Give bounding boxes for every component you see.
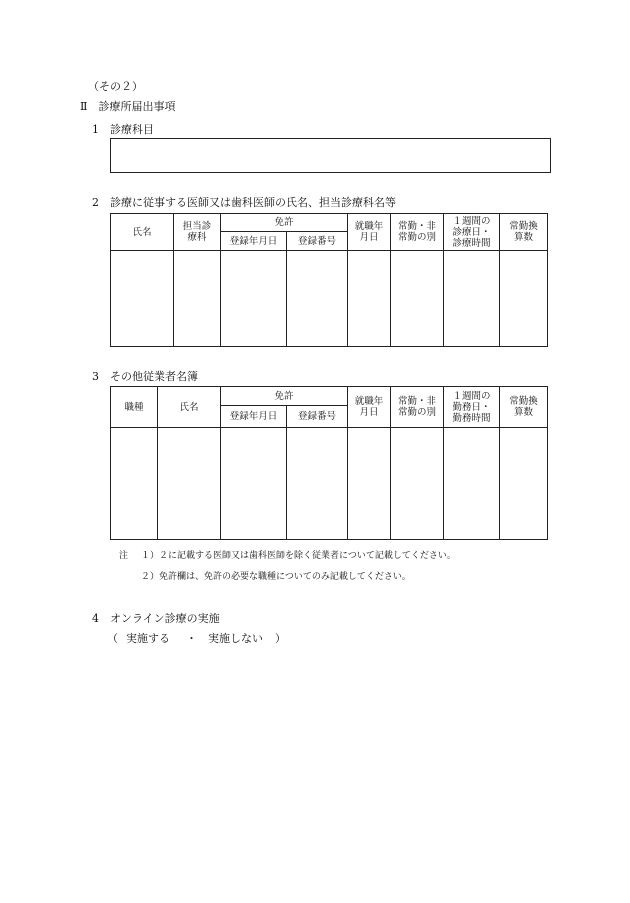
- doctor-table: [110, 213, 548, 347]
- header-name: 氏名: [158, 387, 221, 428]
- staff-table: [110, 386, 548, 540]
- online-option-separator: ・: [186, 632, 197, 645]
- part-label: （その２）: [88, 80, 143, 93]
- item1-title: 1 診療科目: [92, 123, 154, 136]
- note-2: ２）免許欄は、免許の必要な職種についてのみ記載してください。: [141, 572, 411, 582]
- cell-name[interactable]: [158, 428, 221, 540]
- header-reg-number: 登録番号: [287, 406, 348, 428]
- cell-fte[interactable]: [500, 251, 548, 347]
- header-license: 免許: [221, 214, 348, 232]
- cell-name[interactable]: [111, 251, 174, 347]
- cell-start-date[interactable]: [348, 428, 391, 540]
- cell-fulltime[interactable]: [391, 251, 444, 347]
- header-weekly-schedule: １週間の 勤務日・ 勤務時間: [444, 387, 500, 428]
- item3-title: 3 その他従業者名簿: [92, 370, 198, 383]
- header-fulltime: 常勤・非 常勤の別: [391, 214, 444, 251]
- cell-start-date[interactable]: [348, 251, 391, 347]
- online-option-open-paren: （: [107, 632, 118, 645]
- cell-reg-date[interactable]: [221, 428, 287, 540]
- cell-reg-date[interactable]: [221, 251, 287, 347]
- header-department: 担当診 療科: [174, 214, 221, 251]
- header-reg-date: 登録年月日: [221, 406, 287, 428]
- header-fte: 常勤換 算数: [500, 214, 548, 251]
- cell-reg-number[interactable]: [287, 251, 348, 347]
- cell-job[interactable]: [111, 428, 158, 540]
- departments-input-box[interactable]: [110, 138, 551, 173]
- header-job: 職種: [111, 387, 158, 428]
- item4-title: 4 オンライン診療の実施: [92, 612, 220, 625]
- online-option-no[interactable]: 実施しない: [208, 632, 263, 645]
- header-license: 免許: [221, 387, 348, 406]
- header-start-date: 就職年 月日: [348, 387, 391, 428]
- online-option-close-paren: ）: [275, 632, 286, 645]
- online-option-yes[interactable]: 実施する: [126, 632, 170, 645]
- header-start-date: 就職年 月日: [348, 214, 391, 251]
- cell-fulltime[interactable]: [391, 428, 444, 540]
- section-title: Ⅱ 診療所届出事項: [80, 100, 176, 113]
- header-fulltime: 常勤・非 常勤の別: [391, 387, 444, 428]
- header-fte: 常勤換 算数: [500, 387, 548, 428]
- cell-weekly-schedule[interactable]: [444, 428, 500, 540]
- cell-reg-number[interactable]: [287, 428, 348, 540]
- note-label: 注: [119, 551, 129, 561]
- header-weekly-schedule: １週間の 診療日・ 診療時間: [444, 214, 500, 251]
- header-name: 氏名: [111, 214, 174, 251]
- header-reg-number: 登録番号: [287, 232, 348, 251]
- item2-title: 2 診療に従事する医師又は歯科医師の氏名、担当診療科名等: [92, 196, 396, 209]
- cell-department[interactable]: [174, 251, 221, 347]
- note-1: １）２に記載する医師又は歯科医師を除く従業者について記載してください。: [141, 551, 456, 561]
- cell-fte[interactable]: [500, 428, 548, 540]
- cell-weekly-schedule[interactable]: [444, 251, 500, 347]
- header-reg-date: 登録年月日: [221, 232, 287, 251]
